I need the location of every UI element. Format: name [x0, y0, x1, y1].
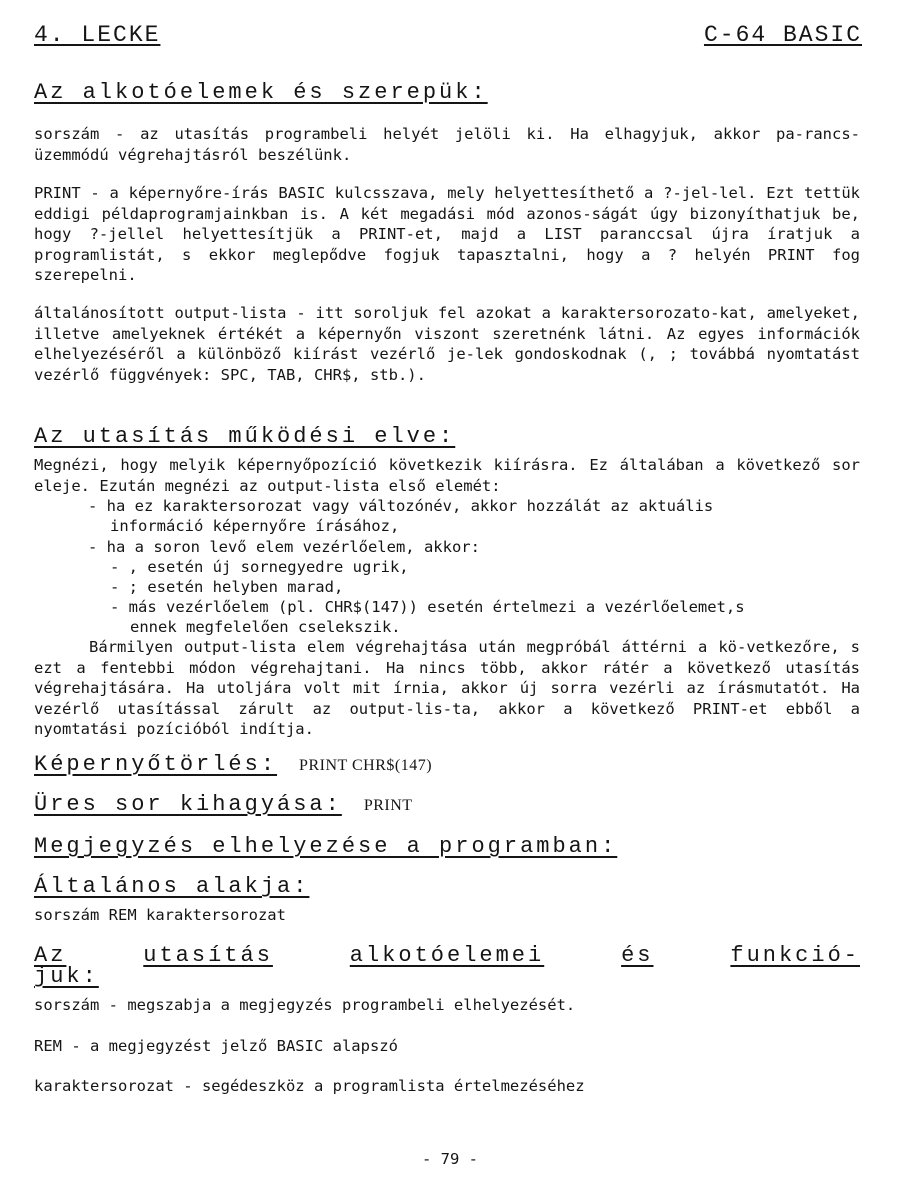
- list-subitem-other: - más vezérlőelem (pl. CHR$(147)) esetén értelmezi a vezérlőelemet,s: [110, 598, 745, 616]
- code-empty-line: PRINT: [363, 797, 413, 814]
- heading-word: utasítás: [143, 943, 273, 968]
- paragraph-operation-continue: Bármilyen output-lista elem végrehajtása után megpróbál áttérni a kö-vetkezőre, s ezt a fentebbi módon végrehajtani. Ha nincs több, akkor rátér a következő utasítás végrehajtására. Ha utoljára volt mit írnia, akkor új sorra vezérli az írásmutatót. Ha vezérlő utasítással zárult az output-lis-ta, akkor a következő PRINT-et ebből a nyomtatási pozícióból indítja.: [34, 638, 870, 738]
- heading-word: funkció-: [730, 943, 860, 968]
- list-subitem-semicolon: - ; esetén helyben marad,: [110, 578, 344, 596]
- paragraph-output-list: általánosított output-lista - itt soroljuk fel azokat a karaktersorozato-kat, amelyeket, illetve amelyeknek értékét a képernyőn viszont szeretnénk látni. Az egyes információk elhelyezéséről a különböző kiírást vezérlő je-lek gondoskodnak (, ; továbbá nyomtatást vezérlő függvények: SPC, TAB, CHR$, stb.).: [34, 304, 870, 384]
- list-item-control: - ha a soron levő elem vezérlőelem, akkor:: [88, 538, 480, 556]
- book-header: C-64 BASIC: [703, 22, 862, 48]
- heading-word: és: [621, 943, 654, 968]
- page-number: - 79 -: [422, 1150, 478, 1168]
- heading-word: Az: [34, 943, 67, 968]
- paragraph-operation-intro: Megnézi, hogy melyik képernyőpozíció következik kiírásra. Ez általában a következő sor eleje. Ezután megnézi az output-lista első elemét:: [34, 456, 870, 495]
- heading-clear-screen-text: Képernyőtörlés:: [34, 752, 278, 777]
- section-heading-operation: Az utasítás működési elve:: [34, 424, 456, 449]
- heading-word: alkotóelemei: [349, 943, 545, 968]
- paragraph-rem-line-number: sorszám - megszabja a megjegyzés programbeli elhelyezését.: [34, 996, 576, 1014]
- section-heading-components: Az alkotóelemek és szerepük:: [34, 80, 488, 105]
- list-item-string: - ha ez karaktersorozat vagy változónév, akkor hozzálát az aktuális: [88, 497, 714, 515]
- list-item-string-cont: információ képernyőre írásához,: [110, 517, 400, 535]
- code-clear-screen: PRINT CHR$(147): [299, 757, 433, 774]
- section-heading-rem-components: [34, 943, 860, 968]
- paragraph-print: PRINT - a képernyőre-írás BASIC kulcsszava, mely helyettesíthető a ?-jel-lel. Ezt tettük eddigi példaprogramjainkban is. A két megadási mód azonos-ságát úgy bizonyíthatjuk be, hogy ?-jellel helyettesítjük a PRINT-et, majd a LIST paranccsal újra íratjuk a programlistát, s ekkor meglepődve fogjuk tapasztalni, hogy a ? helyén PRINT fog szerepelni.: [34, 184, 870, 284]
- paragraph-rem-keyword: REM - a megjegyzést jelző BASIC alapszó: [34, 1037, 398, 1055]
- paragraph-line-number: sorszám - az utasítás programbeli helyét jelöli ki. Ha elhagyjuk, akkor pa-rancs-üzemmódú végrehajtásról beszélünk.: [34, 125, 860, 164]
- paragraph-rem-string: karaktersorozat - segédeszköz a programlista értelmezéséhez: [34, 1077, 585, 1095]
- chapter-header: 4. LECKE: [34, 22, 161, 48]
- paragraph-rem-syntax: sorszám REM karaktersorozat: [34, 906, 286, 924]
- section-heading-rem-components-cont: juk:: [34, 964, 99, 989]
- heading-empty-line-text: Üres sor kihagyása:: [34, 792, 342, 817]
- section-heading-comment: Megjegyzés elhelyezése a programban:: [34, 834, 618, 859]
- section-heading-general-form: Általános alakja:: [34, 874, 310, 899]
- section-heading-clear-screen: [34, 752, 432, 777]
- list-subitem-comma: - , esetén új sornegyedre ugrik,: [110, 558, 409, 576]
- section-heading-empty-line: [34, 792, 413, 817]
- list-subitem-other-cont: ennek megfelelően cselekszik.: [130, 618, 401, 636]
